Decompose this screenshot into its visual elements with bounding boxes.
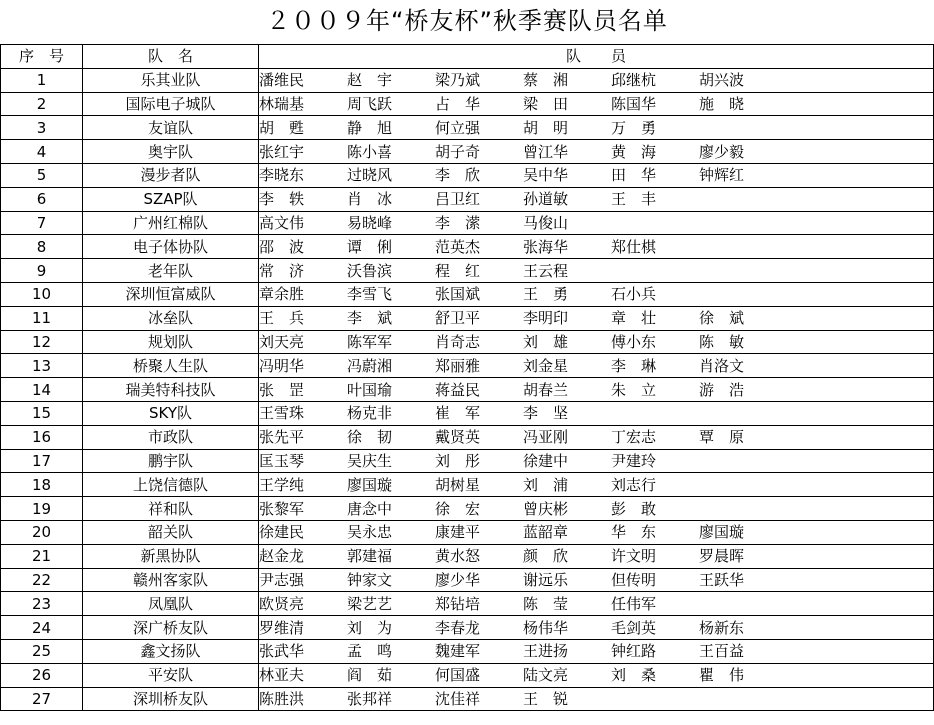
member-name: 刘 雄: [523, 332, 569, 351]
row-number: 23: [1, 592, 83, 616]
team-name: 凤凰队: [83, 592, 259, 616]
member-name: 杨新东: [699, 618, 745, 637]
team-members: [259, 378, 934, 402]
team-members: [259, 568, 934, 592]
member-name: 戴贤英: [435, 428, 481, 447]
table-row: [1, 92, 934, 116]
member-name: 徐 韧: [347, 428, 393, 447]
member-name: 程 红: [435, 261, 481, 280]
member-name: 魏建军: [435, 642, 481, 661]
member-name: 康建平: [435, 523, 481, 542]
team-members: [259, 592, 934, 616]
team-name: 鑫文扬队: [83, 639, 259, 663]
member-name: 李春龙: [435, 618, 481, 637]
member-name: 叶国瑜: [347, 380, 393, 399]
member-name: 李 欣: [435, 166, 481, 185]
member-name: 黄水怒: [435, 547, 481, 566]
team-members: [259, 116, 934, 140]
team-name: 瑞美特科技队: [83, 378, 259, 402]
row-number: 1: [1, 68, 83, 92]
member-name: 吴中华: [523, 166, 569, 185]
member-name: 许文明: [611, 547, 657, 566]
member-name: 刘 彤: [435, 451, 481, 470]
team-name: 深广桥友队: [83, 616, 259, 640]
team-members: [259, 140, 934, 164]
team-name: 新黑协队: [83, 544, 259, 568]
member-name: 王跃华: [699, 570, 745, 589]
member-name: 徐建民: [259, 523, 305, 542]
member-name: 李 轶: [259, 190, 305, 209]
team-name: 奥宇队: [83, 140, 259, 164]
member-name: 钟红路: [611, 642, 657, 661]
member-name: 孙道敏: [523, 190, 569, 209]
member-name: 孟 鸣: [347, 642, 393, 661]
member-name: 李晓东: [259, 166, 305, 185]
team-name: 祥和队: [83, 497, 259, 521]
team-name: 鹏宇队: [83, 449, 259, 473]
member-name: 梁乃斌: [435, 71, 481, 90]
header-no: 序 号: [1, 45, 83, 69]
member-name: 但传明: [611, 570, 657, 589]
member-name: 蒋益民: [435, 380, 481, 399]
table-row: [1, 544, 934, 568]
table-row: [1, 68, 934, 92]
table-row: [1, 473, 934, 497]
member-name: 胡 甦: [259, 118, 305, 137]
table-row: [1, 639, 934, 663]
member-name: 郑钻培: [435, 594, 481, 613]
member-name: 游 浩: [699, 380, 745, 399]
member-name: 高文伟: [259, 213, 305, 232]
member-name: 杨伟华: [523, 618, 569, 637]
team-members: [259, 259, 934, 283]
member-name: 李 潆: [435, 213, 481, 232]
member-name: 吕卫红: [435, 190, 481, 209]
team-members: [259, 520, 934, 544]
member-name: 崔 军: [435, 404, 481, 423]
row-number: 27: [1, 687, 83, 711]
member-name: 朱 立: [611, 380, 657, 399]
table-row: [1, 497, 934, 521]
member-name: 肖奇志: [435, 332, 481, 351]
member-name: 彭 敢: [611, 499, 657, 518]
table-row: [1, 568, 934, 592]
team-name: 漫步者队: [83, 163, 259, 187]
member-name: 徐建中: [523, 451, 569, 470]
member-name: 张海华: [523, 237, 569, 256]
member-name: 肖洛文: [699, 356, 745, 375]
member-name: 陈胜洪: [259, 689, 305, 708]
team-name: 市政队: [83, 425, 259, 449]
row-number: 8: [1, 235, 83, 259]
team-name: SZAP队: [83, 187, 259, 211]
member-name: 罗维清: [259, 618, 305, 637]
member-name: 邱继杭: [611, 71, 657, 90]
member-name: 吴永忠: [347, 523, 393, 542]
member-name: 章 壮: [611, 309, 657, 328]
team-name: 韶关队: [83, 520, 259, 544]
member-name: 王学纯: [259, 475, 305, 494]
member-name: 张邦祥: [347, 689, 393, 708]
member-name: 王雪珠: [259, 404, 305, 423]
member-name: 胡春兰: [523, 380, 569, 399]
member-name: 田 华: [611, 166, 657, 185]
team-name: 电子体协队: [83, 235, 259, 259]
team-members: [259, 425, 934, 449]
member-name: 林亚夫: [259, 666, 305, 685]
row-number: 21: [1, 544, 83, 568]
row-number: 3: [1, 116, 83, 140]
table-row: [1, 140, 934, 164]
member-name: 范英杰: [435, 237, 481, 256]
team-name: 国际电子城队: [83, 92, 259, 116]
member-name: 沃鲁滨: [347, 261, 393, 280]
row-number: 12: [1, 330, 83, 354]
member-name: 徐 斌: [699, 309, 745, 328]
team-members: [259, 282, 934, 306]
member-name: 任伟军: [611, 594, 657, 613]
team-members: [259, 187, 934, 211]
member-name: 刘 为: [347, 618, 393, 637]
team-members: [259, 354, 934, 378]
team-name: 桥聚人生队: [83, 354, 259, 378]
member-name: 胡兴波: [699, 71, 745, 90]
member-name: 廖国璇: [699, 523, 745, 542]
table-row: [1, 259, 934, 283]
header-team: 队 名: [83, 45, 259, 69]
member-name: 毛剑英: [611, 618, 657, 637]
team-members: [259, 92, 934, 116]
roster-table: [0, 44, 934, 711]
member-name: 黄 海: [611, 142, 657, 161]
member-name: 梁 田: [523, 94, 569, 113]
member-name: 杨克非: [347, 404, 393, 423]
member-name: 王 丰: [611, 190, 657, 209]
member-name: 章余胜: [259, 285, 305, 304]
team-name: 深圳桥友队: [83, 687, 259, 711]
member-name: 瞿 伟: [699, 666, 745, 685]
member-name: 陈小喜: [347, 142, 393, 161]
team-name: 老年队: [83, 259, 259, 283]
member-name: 郭建福: [347, 547, 393, 566]
member-name: 潘维民: [259, 71, 305, 90]
team-members: [259, 687, 934, 711]
team-members: [259, 330, 934, 354]
team-members: [259, 235, 934, 259]
member-name: 刘 桑: [611, 666, 657, 685]
row-number: 2: [1, 92, 83, 116]
member-name: 常 济: [259, 261, 305, 280]
table-row: [1, 616, 934, 640]
table-row: [1, 449, 934, 473]
member-name: 林瑞基: [259, 94, 305, 113]
member-name: 钟辉红: [699, 166, 745, 185]
member-name: 何立强: [435, 118, 481, 137]
table-row: [1, 282, 934, 306]
table-row: [1, 663, 934, 687]
row-number: 11: [1, 306, 83, 330]
team-members: [259, 616, 934, 640]
member-name: 刘志行: [611, 475, 657, 494]
member-name: 李 坚: [523, 404, 569, 423]
row-number: 10: [1, 282, 83, 306]
table-row: [1, 687, 934, 711]
member-name: 张先平: [259, 428, 305, 447]
table-row: [1, 163, 934, 187]
team-name: 规划队: [83, 330, 259, 354]
member-name: 廖国璇: [347, 475, 393, 494]
member-name: 肖 冰: [347, 190, 393, 209]
member-name: 郑丽雅: [435, 356, 481, 375]
member-name: 冯明华: [259, 356, 305, 375]
row-number: 19: [1, 497, 83, 521]
member-name: 万 勇: [611, 118, 657, 137]
member-name: 陆文亮: [523, 666, 569, 685]
team-members: [259, 639, 934, 663]
table-row: [1, 187, 934, 211]
member-name: 胡子奇: [435, 142, 481, 161]
member-name: 曾江华: [523, 142, 569, 161]
member-name: 王百益: [699, 642, 745, 661]
table-row: [1, 306, 934, 330]
member-name: 冯蔚湘: [347, 356, 393, 375]
member-name: 过晓风: [347, 166, 393, 185]
row-number: 17: [1, 449, 83, 473]
member-name: 张黎军: [259, 499, 305, 518]
row-number: 6: [1, 187, 83, 211]
member-name: 马俊山: [523, 213, 569, 232]
team-name: 深圳恒富威队: [83, 282, 259, 306]
team-name: 广州红棉队: [83, 211, 259, 235]
table-row: [1, 211, 934, 235]
member-name: 静 旭: [347, 118, 393, 137]
member-name: 李雪飞: [347, 285, 393, 304]
team-members: [259, 68, 934, 92]
member-name: 傅小东: [611, 332, 657, 351]
member-name: 钟家文: [347, 570, 393, 589]
member-name: 沈佳祥: [435, 689, 481, 708]
member-name: 刘天亮: [259, 332, 305, 351]
member-name: 蔡 湘: [523, 71, 569, 90]
member-name: 丁宏志: [611, 428, 657, 447]
member-name: 邵 波: [259, 237, 305, 256]
member-name: 陈 莹: [523, 594, 569, 613]
header-row: [1, 45, 934, 69]
member-name: 谭 俐: [347, 237, 393, 256]
member-name: 郑仕棋: [611, 237, 657, 256]
member-name: 陈国华: [611, 94, 657, 113]
team-members: [259, 473, 934, 497]
member-name: 王 锐: [523, 689, 569, 708]
member-name: 王 勇: [523, 285, 569, 304]
team-members: [259, 544, 934, 568]
member-name: 唐念中: [347, 499, 393, 518]
member-name: 赵金龙: [259, 547, 305, 566]
row-number: 22: [1, 568, 83, 592]
table-row: [1, 401, 934, 425]
row-number: 26: [1, 663, 83, 687]
member-name: 胡 明: [523, 118, 569, 137]
team-members: [259, 663, 934, 687]
row-number: 7: [1, 211, 83, 235]
row-number: 20: [1, 520, 83, 544]
member-name: 华 东: [611, 523, 657, 542]
member-name: 吴庆生: [347, 451, 393, 470]
table-row: [1, 520, 934, 544]
member-name: 刘 浦: [523, 475, 569, 494]
roster-body: [1, 68, 934, 711]
table-row: [1, 425, 934, 449]
member-name: 石小兵: [611, 285, 657, 304]
member-name: 廖少华: [435, 570, 481, 589]
member-name: 颜 欣: [523, 547, 569, 566]
member-name: 冯亚刚: [523, 428, 569, 447]
member-name: 覃 原: [699, 428, 745, 447]
member-name: 阎 茹: [347, 666, 393, 685]
member-name: 陈 敏: [699, 332, 745, 351]
member-name: 李明印: [523, 309, 569, 328]
member-name: 占 华: [435, 94, 481, 113]
member-name: 周飞跃: [347, 94, 393, 113]
member-name: 刘金星: [523, 356, 569, 375]
member-name: 尹志强: [259, 570, 305, 589]
member-name: 张武华: [259, 642, 305, 661]
row-number: 13: [1, 354, 83, 378]
row-number: 25: [1, 639, 83, 663]
row-number: 9: [1, 259, 83, 283]
team-name: 平安队: [83, 663, 259, 687]
table-row: [1, 235, 934, 259]
row-number: 5: [1, 163, 83, 187]
row-number: 15: [1, 401, 83, 425]
member-name: 张红宇: [259, 142, 305, 161]
member-name: 蓝韶章: [523, 523, 569, 542]
member-name: 王云程: [523, 261, 569, 280]
member-name: 曾庆彬: [523, 499, 569, 518]
member-name: 匡玉琴: [259, 451, 305, 470]
table-row: [1, 592, 934, 616]
member-name: 施 晓: [699, 94, 745, 113]
table-row: [1, 354, 934, 378]
team-name: SKY队: [83, 401, 259, 425]
row-number: 24: [1, 616, 83, 640]
team-name: 乐其业队: [83, 68, 259, 92]
team-name: 赣州客家队: [83, 568, 259, 592]
team-members: [259, 163, 934, 187]
header-members: 队 员: [259, 45, 934, 69]
table-row: [1, 116, 934, 140]
team-name: 友谊队: [83, 116, 259, 140]
member-name: 罗晨晖: [699, 547, 745, 566]
member-name: 王 兵: [259, 309, 305, 328]
team-members: [259, 449, 934, 473]
member-name: 陈军军: [347, 332, 393, 351]
member-name: 舒卫平: [435, 309, 481, 328]
member-name: 易晓峰: [347, 213, 393, 232]
member-name: 张 罡: [259, 380, 305, 399]
member-name: 王进扬: [523, 642, 569, 661]
team-name: 上饶信德队: [83, 473, 259, 497]
member-name: 胡树星: [435, 475, 481, 494]
table-row: [1, 378, 934, 402]
member-name: 谢远乐: [523, 570, 569, 589]
member-name: 张国斌: [435, 285, 481, 304]
row-number: 4: [1, 140, 83, 164]
team-members: [259, 306, 934, 330]
team-members: [259, 401, 934, 425]
page-title: ２００９年“桥友杯”秋季赛队员名单: [266, 7, 668, 35]
member-name: 尹建玲: [611, 451, 657, 470]
member-name: 梁艺艺: [347, 594, 393, 613]
member-name: 何国盛: [435, 666, 481, 685]
row-number: 14: [1, 378, 83, 402]
table-row: [1, 330, 934, 354]
member-name: 李 琳: [611, 356, 657, 375]
member-name: 李 斌: [347, 309, 393, 328]
team-name: 冰垒队: [83, 306, 259, 330]
member-name: 欧贤亮: [259, 594, 305, 613]
member-name: 廖少毅: [699, 142, 745, 161]
member-name: 赵 宇: [347, 71, 393, 90]
team-members: [259, 497, 934, 521]
member-name: 徐 宏: [435, 499, 481, 518]
row-number: 18: [1, 473, 83, 497]
row-number: 16: [1, 425, 83, 449]
team-members: [259, 211, 934, 235]
